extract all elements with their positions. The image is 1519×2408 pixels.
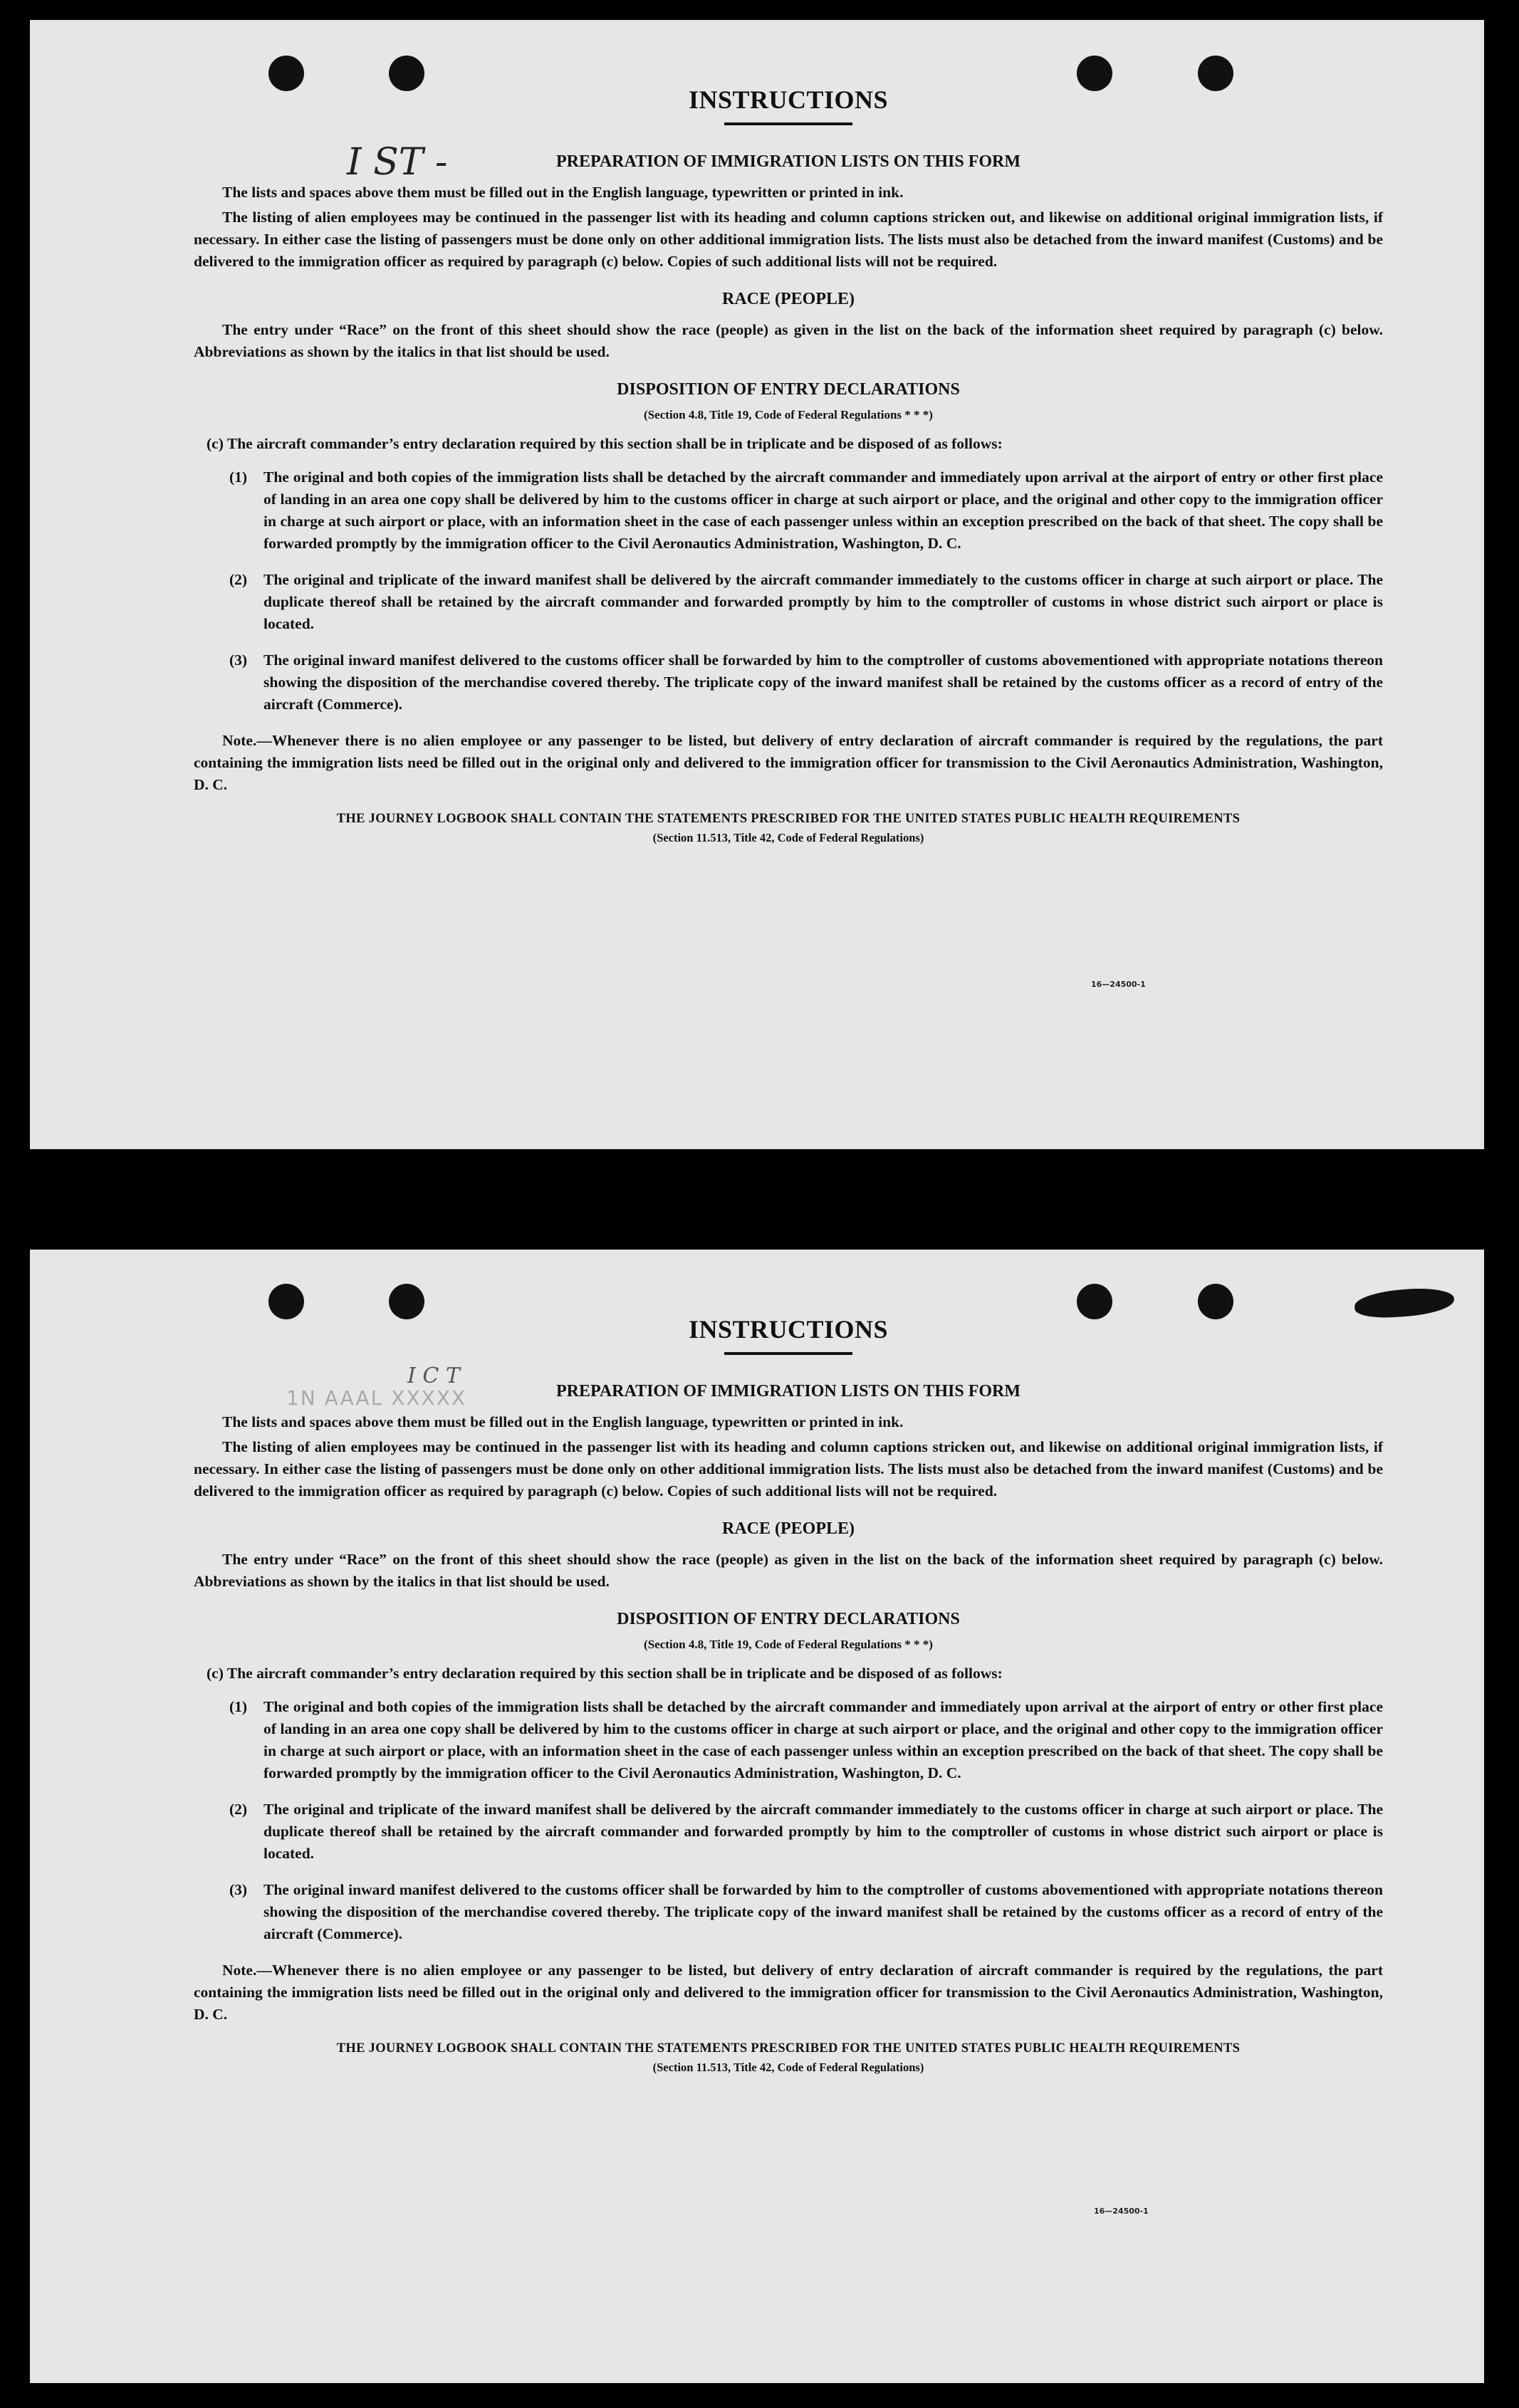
form-number: 16—24500-1 bbox=[1094, 2207, 1149, 2216]
section-heading-disposition: DISPOSITION OF ENTRY DECLARATIONS bbox=[617, 1610, 960, 1628]
item-text: The original inward manifest delivered to the customs officer shall be forwarded by him to the comptroller of customs abovementioned with appropriate notations thereon showing the disposition of the merchandise covered thereby. The triplicate copy of the inward manifest shall be retained by the customs officer as a record of entry of the aircraft (Commerce). bbox=[263, 651, 1383, 713]
list-item bbox=[194, 1799, 1383, 1865]
paragraph: The entry under “Race” on the front of this sheet should show the race (people) as given in the list on the back of the information sheet required by paragraph (c) below. Abbreviations as shown by the italics in that list should be used. bbox=[194, 321, 1383, 360]
instructions-body bbox=[194, 84, 1383, 847]
note-paragraph: Note.—Whenever there is no alien employee or any passenger to be listed, but delivery of entry declaration of aircraft commander is required by the regulations, the part containing the immigration lists need be filled out in the original only and delivered to the immigration officer for transmission to the Civil Aeronautics Administration, Washington, D. C. bbox=[194, 732, 1383, 793]
section-heading-preparation: PREPARATION OF IMMIGRATION LISTS ON THIS FORM bbox=[555, 152, 1021, 171]
paragraph-lead: (c) The aircraft commander’s entry declaration required by this section shall be in triplicate and be disposed of as follows: bbox=[207, 1665, 1003, 1682]
paragraph: The lists and spaces above them must be filled out in the English language, typewritten or printed in ink. bbox=[222, 184, 904, 201]
item-number: (3) bbox=[229, 651, 248, 669]
public-health-notice: THE JOURNEY LOGBOOK SHALL CONTAIN THE STATEMENTS PRESCRIBED FOR THE UNITED STATES PUBLIC HEALTH REQUIREMENTS bbox=[336, 2041, 1241, 2056]
page-title: INSTRUCTIONS bbox=[688, 1315, 889, 1344]
regulation-citation: (Section 4.8, Title 19, Code of Federal Regulations * * *) bbox=[644, 408, 933, 422]
item-number: (1) bbox=[229, 468, 248, 486]
list-item bbox=[194, 466, 1383, 555]
item-text: The original and triplicate of the inward manifest shall be delivered by the aircraft commander immediately to the customs officer in charge at such airport or place. The duplicate thereof shall be retained by the aircraft commander and forwarded promptly by him to the comptroller of customs in whose district such airport or place is located. bbox=[263, 1801, 1383, 1862]
list-item bbox=[194, 569, 1383, 635]
instruction-sheet-bottom bbox=[30, 1250, 1484, 2383]
public-health-citation: (Section 11.513, Title 42, Code of Federal Regulations) bbox=[652, 831, 924, 844]
paragraph: The lists and spaces above them must be filled out in the English language, typewritten or printed in ink. bbox=[222, 1413, 904, 1430]
item-text: The original and both copies of the immigration lists shall be detached by the aircraft commander and immediately upon arrival at the airport of entry or other first place of landing in an area one copy shall be delivered by him to the customs officer in charge at such airport or place, and the original and other copy to the immigration officer in charge at such airport or place, with an information sheet in the case of each passenger unless within an exception prescribed on the back of that sheet. The copy shall be forwarded promptly by the immigration officer to the Civil Aeronautics Administration, Washington, D. C. bbox=[263, 468, 1383, 552]
section-heading-disposition: DISPOSITION OF ENTRY DECLARATIONS bbox=[617, 380, 960, 399]
paragraph-lead: (c) The aircraft commander’s entry declaration required by this section shall be in triplicate and be disposed of as follows: bbox=[207, 435, 1003, 452]
public-health-citation: (Section 11.513, Title 42, Code of Federal Regulations) bbox=[652, 2061, 924, 2074]
section-heading-race: RACE (PEOPLE) bbox=[722, 1519, 855, 1538]
item-text: The original inward manifest delivered to the customs officer shall be forwarded by him to the comptroller of customs abovementioned with appropriate notations thereon showing the disposition of the merchandise covered thereby. The triplicate copy of the inward manifest shall be retained by the customs officer as a record of entry of the aircraft (Commerce). bbox=[263, 1881, 1383, 1942]
form-number: 16—24500-1 bbox=[1091, 980, 1146, 989]
paragraph: The listing of alien employees may be continued in the passenger list with its heading and column captions stricken out, and likewise on additional original immigration lists, if necessary. In either case the listing of passengers must be done only on other additional immigration lists. The lists must also be detached from the inward manifest (Customs) and be delivered to the immigration officer as required by paragraph (c) below. Copies of such additional lists will not be required. bbox=[194, 209, 1383, 270]
note-paragraph: Note.—Whenever there is no alien employee or any passenger to be listed, but delivery of entry declaration of aircraft commander is required by the regulations, the part containing the immigration lists need be filled out in the original only and delivered to the immigration officer for transmission to the Civil Aeronautics Administration, Washington, D. C. bbox=[194, 1962, 1383, 2023]
item-number: (3) bbox=[229, 1881, 248, 1898]
instruction-sheet-top bbox=[30, 20, 1484, 1149]
title-underline bbox=[724, 1352, 852, 1355]
paragraph: The entry under “Race” on the front of this sheet should show the race (people) as given in the list on the back of the information sheet required by paragraph (c) below. Abbreviations as shown by the italics in that list should be used. bbox=[194, 1551, 1383, 1590]
item-text: The original and both copies of the immigration lists shall be detached by the aircraft commander and immediately upon arrival at the airport of entry or other first place of landing in an area one copy shall be delivered by him to the customs officer in charge at such airport or place, and the original and other copy to the immigration officer in charge at such airport or place, with an information sheet in the case of each passenger unless within an exception prescribed on the back of that sheet. The copy shall be forwarded promptly by the immigration officer to the Civil Aeronautics Administration, Washington, D. C. bbox=[263, 1698, 1383, 1781]
section-heading-preparation: PREPARATION OF IMMIGRATION LISTS ON THIS FORM bbox=[555, 1382, 1021, 1401]
instructions-body bbox=[194, 1314, 1383, 2077]
section-heading-race: RACE (PEOPLE) bbox=[722, 290, 855, 308]
list-item bbox=[194, 1696, 1383, 1784]
paragraph: The listing of alien employees may be continued in the passenger list with its heading and column captions stricken out, and likewise on additional original immigration lists, if necessary. In either case the listing of passengers must be done only on other additional immigration lists. The lists must also be detached from the inward manifest (Customs) and be delivered to the immigration officer as required by paragraph (c) below. Copies of such additional lists will not be required. bbox=[194, 1438, 1383, 1499]
item-number: (2) bbox=[229, 1801, 248, 1818]
item-text: The original and triplicate of the inward manifest shall be delivered by the aircraft commander immediately to the customs officer in charge at such airport or place. The duplicate thereof shall be retained by the aircraft commander and forwarded promptly by him to the comptroller of customs in whose district such airport or place is located. bbox=[263, 571, 1383, 632]
faint-mark: 1N AAAL XXXXX bbox=[286, 1386, 467, 1410]
regulation-citation: (Section 4.8, Title 19, Code of Federal Regulations * * *) bbox=[644, 1638, 933, 1651]
handwritten-mark: I C T bbox=[407, 1363, 460, 1388]
list-item bbox=[194, 649, 1383, 716]
page-title: INSTRUCTIONS bbox=[688, 85, 889, 114]
handwritten-mark: I ST - bbox=[347, 141, 448, 184]
item-number: (2) bbox=[229, 571, 248, 588]
item-number: (1) bbox=[229, 1698, 248, 1715]
title-underline bbox=[724, 122, 852, 125]
list-item bbox=[194, 1879, 1383, 1945]
public-health-notice: THE JOURNEY LOGBOOK SHALL CONTAIN THE STATEMENTS PRESCRIBED FOR THE UNITED STATES PUBLIC HEALTH REQUIREMENTS bbox=[336, 812, 1241, 826]
